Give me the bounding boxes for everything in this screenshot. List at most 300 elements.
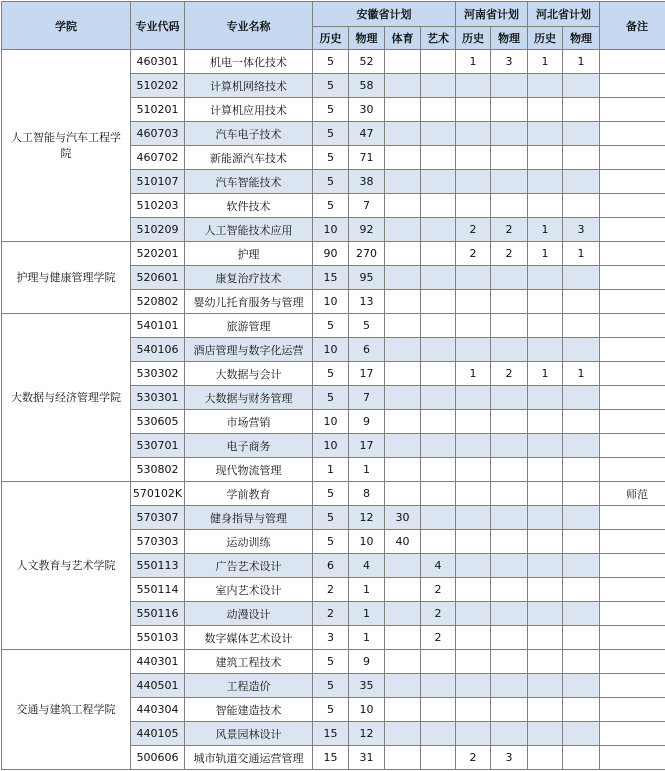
henan-physics-cell <box>491 266 528 290</box>
major-code-cell: 570307 <box>131 506 185 530</box>
henan-physics-cell <box>491 554 528 578</box>
anhui-sports-cell <box>385 122 421 146</box>
major-code-cell: 520201 <box>131 242 185 266</box>
table-row <box>2 314 665 338</box>
henan-history-cell: 1 <box>456 50 491 74</box>
anhui-art-cell <box>421 410 456 434</box>
anhui-art-cell <box>421 722 456 746</box>
hebei-physics-cell <box>563 530 600 554</box>
henan-physics-cell <box>491 98 528 122</box>
anhui-art-cell <box>421 98 456 122</box>
anhui-sports-cell <box>385 698 421 722</box>
henan-physics-cell <box>491 170 528 194</box>
anhui-art-cell: 4 <box>421 554 456 578</box>
anhui-physics-cell: 47 <box>349 122 385 146</box>
anhui-art-cell <box>421 434 456 458</box>
henan-physics-cell: 2 <box>491 242 528 266</box>
hebei-history-cell <box>528 746 563 770</box>
henan-physics-cell <box>491 338 528 362</box>
major-name-cell: 软件技术 <box>185 194 313 218</box>
anhui-sports-cell <box>385 554 421 578</box>
henan-history-cell <box>456 506 491 530</box>
anhui-physics-cell: 52 <box>349 50 385 74</box>
anhui-history-cell: 5 <box>313 194 349 218</box>
hebei-physics-cell <box>563 482 600 506</box>
henan-history-cell <box>456 122 491 146</box>
enrollment-plan-table <box>1 1 665 770</box>
anhui-physics-cell: 31 <box>349 746 385 770</box>
header-anhui-plan: 安徽省计划 <box>313 2 456 27</box>
header-major-name: 专业名称 <box>185 2 313 50</box>
anhui-history-cell: 5 <box>313 362 349 386</box>
anhui-sports-cell <box>385 602 421 626</box>
anhui-art-cell <box>421 482 456 506</box>
anhui-sports-cell <box>385 266 421 290</box>
table-row <box>2 50 665 74</box>
hebei-history-cell: 1 <box>528 362 563 386</box>
anhui-sports-cell <box>385 722 421 746</box>
hebei-history-cell <box>528 722 563 746</box>
anhui-art-cell <box>421 50 456 74</box>
hebei-physics-cell: 1 <box>563 242 600 266</box>
major-code-cell: 550114 <box>131 578 185 602</box>
henan-history-cell <box>456 554 491 578</box>
anhui-art-cell <box>421 458 456 482</box>
anhui-art-cell <box>421 650 456 674</box>
anhui-history-cell: 5 <box>313 386 349 410</box>
henan-physics-cell <box>491 506 528 530</box>
remark-cell <box>600 674 665 698</box>
hebei-physics-cell <box>563 602 600 626</box>
hebei-history-cell <box>528 482 563 506</box>
anhui-sports-cell <box>385 578 421 602</box>
anhui-sports-cell <box>385 338 421 362</box>
hebei-physics-cell <box>563 314 600 338</box>
henan-physics-cell <box>491 674 528 698</box>
major-name-cell: 汽车电子技术 <box>185 122 313 146</box>
henan-history-cell <box>456 74 491 98</box>
major-code-cell: 570303 <box>131 530 185 554</box>
hebei-physics-cell: 3 <box>563 218 600 242</box>
major-code-cell: 530605 <box>131 410 185 434</box>
anhui-sports-cell <box>385 458 421 482</box>
henan-history-cell <box>456 338 491 362</box>
remark-cell <box>600 170 665 194</box>
anhui-history-cell: 5 <box>313 674 349 698</box>
remark-cell <box>600 218 665 242</box>
major-name-cell: 动漫设计 <box>185 602 313 626</box>
hebei-physics-cell <box>563 146 600 170</box>
henan-history-cell <box>456 410 491 434</box>
remark-cell <box>600 242 665 266</box>
remark-cell <box>600 530 665 554</box>
hebei-physics-cell <box>563 578 600 602</box>
major-name-cell: 婴幼儿托育服务与管理 <box>185 290 313 314</box>
remark-cell <box>600 194 665 218</box>
anhui-art-cell <box>421 674 456 698</box>
hebei-history-cell <box>528 578 563 602</box>
henan-history-cell <box>456 314 491 338</box>
table-row <box>2 650 665 674</box>
henan-physics-cell <box>491 434 528 458</box>
hebei-history-cell <box>528 194 563 218</box>
anhui-physics-cell: 95 <box>349 266 385 290</box>
anhui-sports-cell: 30 <box>385 506 421 530</box>
hebei-history-cell <box>528 602 563 626</box>
henan-physics-cell: 2 <box>491 362 528 386</box>
anhui-physics-cell: 71 <box>349 146 385 170</box>
major-code-cell: 510201 <box>131 98 185 122</box>
anhui-history-cell: 5 <box>313 314 349 338</box>
anhui-history-cell: 5 <box>313 74 349 98</box>
anhui-physics-cell: 12 <box>349 722 385 746</box>
anhui-physics-cell: 13 <box>349 290 385 314</box>
anhui-sports-cell <box>385 626 421 650</box>
henan-history-cell <box>456 626 491 650</box>
anhui-physics-cell: 7 <box>349 194 385 218</box>
major-name-cell: 计算机网络技术 <box>185 74 313 98</box>
hebei-history-cell <box>528 410 563 434</box>
hebei-history-cell: 1 <box>528 242 563 266</box>
anhui-art-cell <box>421 218 456 242</box>
hebei-history-cell <box>528 554 563 578</box>
header-anhui-physics: 物理 <box>349 27 385 50</box>
anhui-sports-cell <box>385 170 421 194</box>
major-name-cell: 健身指导与管理 <box>185 506 313 530</box>
major-name-cell: 学前教育 <box>185 482 313 506</box>
henan-physics-cell <box>491 650 528 674</box>
henan-physics-cell <box>491 578 528 602</box>
anhui-physics-cell: 12 <box>349 506 385 530</box>
major-code-cell: 530301 <box>131 386 185 410</box>
hebei-physics-cell <box>563 698 600 722</box>
anhui-physics-cell: 1 <box>349 458 385 482</box>
remark-cell <box>600 626 665 650</box>
anhui-art-cell <box>421 362 456 386</box>
major-name-cell: 酒店管理与数字化运营 <box>185 338 313 362</box>
remark-cell <box>600 578 665 602</box>
anhui-sports-cell <box>385 98 421 122</box>
anhui-history-cell: 15 <box>313 266 349 290</box>
remark-cell <box>600 650 665 674</box>
anhui-art-cell <box>421 194 456 218</box>
anhui-history-cell: 5 <box>313 650 349 674</box>
hebei-physics-cell <box>563 290 600 314</box>
anhui-physics-cell: 270 <box>349 242 385 266</box>
table-row <box>2 242 665 266</box>
hebei-history-cell <box>528 626 563 650</box>
major-name-cell: 汽车智能技术 <box>185 170 313 194</box>
hebei-history-cell <box>528 266 563 290</box>
header-major-code: 专业代码 <box>131 2 185 50</box>
college-cell: 人文教育与艺术学院 <box>2 482 131 650</box>
anhui-sports-cell <box>385 290 421 314</box>
anhui-sports-cell <box>385 386 421 410</box>
henan-physics-cell <box>491 410 528 434</box>
header-henan-plan: 河南省计划 <box>456 2 528 27</box>
anhui-physics-cell: 17 <box>349 434 385 458</box>
anhui-physics-cell: 4 <box>349 554 385 578</box>
hebei-history-cell <box>528 386 563 410</box>
remark-cell <box>600 434 665 458</box>
henan-history-cell <box>456 458 491 482</box>
remark-cell <box>600 458 665 482</box>
henan-history-cell <box>456 530 491 554</box>
anhui-art-cell <box>421 290 456 314</box>
major-name-cell: 大数据与财务管理 <box>185 386 313 410</box>
anhui-history-cell: 2 <box>313 602 349 626</box>
major-code-cell: 460703 <box>131 122 185 146</box>
hebei-history-cell <box>528 338 563 362</box>
major-name-cell: 电子商务 <box>185 434 313 458</box>
anhui-physics-cell: 9 <box>349 410 385 434</box>
henan-history-cell <box>456 194 491 218</box>
remark-cell <box>600 602 665 626</box>
anhui-history-cell: 10 <box>313 218 349 242</box>
hebei-physics-cell <box>563 554 600 578</box>
henan-physics-cell <box>491 722 528 746</box>
anhui-sports-cell <box>385 242 421 266</box>
hebei-physics-cell <box>563 458 600 482</box>
remark-cell <box>600 146 665 170</box>
anhui-physics-cell: 8 <box>349 482 385 506</box>
anhui-history-cell: 3 <box>313 626 349 650</box>
college-cell: 交通与建筑工程学院 <box>2 650 131 770</box>
hebei-history-cell <box>528 458 563 482</box>
henan-physics-cell <box>491 602 528 626</box>
anhui-sports-cell <box>385 746 421 770</box>
henan-physics-cell: 3 <box>491 50 528 74</box>
major-code-cell: 530802 <box>131 458 185 482</box>
anhui-history-cell: 10 <box>313 338 349 362</box>
hebei-physics-cell <box>563 674 600 698</box>
anhui-sports-cell <box>385 314 421 338</box>
anhui-art-cell <box>421 698 456 722</box>
henan-physics-cell <box>491 146 528 170</box>
anhui-physics-cell: 6 <box>349 338 385 362</box>
henan-history-cell <box>456 290 491 314</box>
major-code-cell: 510203 <box>131 194 185 218</box>
header-hebei-history: 历史 <box>528 27 563 50</box>
major-code-cell: 440501 <box>131 674 185 698</box>
major-code-cell: 440105 <box>131 722 185 746</box>
major-code-cell: 540106 <box>131 338 185 362</box>
hebei-history-cell <box>528 74 563 98</box>
anhui-physics-cell: 1 <box>349 626 385 650</box>
anhui-art-cell <box>421 338 456 362</box>
remark-cell <box>600 506 665 530</box>
hebei-history-cell <box>528 314 563 338</box>
remark-cell <box>600 98 665 122</box>
henan-history-cell <box>456 482 491 506</box>
anhui-sports-cell <box>385 674 421 698</box>
remark-cell <box>600 554 665 578</box>
henan-history-cell <box>456 386 491 410</box>
header-anhui-sports: 体育 <box>385 27 421 50</box>
hebei-physics-cell <box>563 506 600 530</box>
henan-history-cell <box>456 578 491 602</box>
anhui-physics-cell: 1 <box>349 602 385 626</box>
major-name-cell: 护理 <box>185 242 313 266</box>
major-code-cell: 530302 <box>131 362 185 386</box>
anhui-history-cell: 5 <box>313 146 349 170</box>
henan-physics-cell <box>491 122 528 146</box>
anhui-history-cell: 5 <box>313 122 349 146</box>
major-name-cell: 智能建造技术 <box>185 698 313 722</box>
anhui-history-cell: 10 <box>313 434 349 458</box>
major-name-cell: 现代物流管理 <box>185 458 313 482</box>
table-header <box>2 2 665 50</box>
anhui-physics-cell: 30 <box>349 98 385 122</box>
hebei-physics-cell <box>563 338 600 362</box>
major-name-cell: 计算机应用技术 <box>185 98 313 122</box>
anhui-history-cell: 5 <box>313 698 349 722</box>
major-name-cell: 旅游管理 <box>185 314 313 338</box>
header-henan-history: 历史 <box>456 27 491 50</box>
hebei-history-cell <box>528 506 563 530</box>
major-code-cell: 520802 <box>131 290 185 314</box>
henan-physics-cell <box>491 458 528 482</box>
henan-history-cell <box>456 650 491 674</box>
anhui-physics-cell: 58 <box>349 74 385 98</box>
hebei-physics-cell <box>563 746 600 770</box>
remark-cell <box>600 314 665 338</box>
hebei-history-cell <box>528 434 563 458</box>
anhui-sports-cell <box>385 650 421 674</box>
henan-history-cell <box>456 722 491 746</box>
hebei-physics-cell <box>563 266 600 290</box>
remark-cell <box>600 362 665 386</box>
anhui-physics-cell: 1 <box>349 578 385 602</box>
hebei-physics-cell <box>563 410 600 434</box>
anhui-sports-cell <box>385 218 421 242</box>
remark-cell <box>600 290 665 314</box>
major-code-cell: 530701 <box>131 434 185 458</box>
anhui-physics-cell: 7 <box>349 386 385 410</box>
header-college: 学院 <box>2 2 131 50</box>
anhui-physics-cell: 17 <box>349 362 385 386</box>
anhui-history-cell: 90 <box>313 242 349 266</box>
hebei-history-cell <box>528 170 563 194</box>
header-hebei-plan: 河北省计划 <box>528 2 600 27</box>
anhui-art-cell <box>421 266 456 290</box>
major-code-cell: 440301 <box>131 650 185 674</box>
anhui-sports-cell <box>385 50 421 74</box>
henan-history-cell <box>456 98 491 122</box>
henan-history-cell: 2 <box>456 218 491 242</box>
major-name-cell: 人工智能技术应用 <box>185 218 313 242</box>
anhui-sports-cell <box>385 434 421 458</box>
henan-physics-cell <box>491 194 528 218</box>
anhui-art-cell <box>421 242 456 266</box>
henan-physics-cell <box>491 626 528 650</box>
henan-physics-cell: 2 <box>491 218 528 242</box>
major-name-cell: 新能源汽车技术 <box>185 146 313 170</box>
remark-cell <box>600 338 665 362</box>
anhui-physics-cell: 38 <box>349 170 385 194</box>
hebei-physics-cell <box>563 170 600 194</box>
hebei-history-cell: 1 <box>528 50 563 74</box>
header-remark: 备注 <box>600 2 665 50</box>
major-name-cell: 广告艺术设计 <box>185 554 313 578</box>
anhui-art-cell <box>421 386 456 410</box>
anhui-physics-cell: 10 <box>349 530 385 554</box>
henan-history-cell <box>456 434 491 458</box>
major-name-cell: 数字媒体艺术设计 <box>185 626 313 650</box>
anhui-sports-cell <box>385 482 421 506</box>
header-anhui-art: 艺术 <box>421 27 456 50</box>
major-name-cell: 风景园林设计 <box>185 722 313 746</box>
hebei-physics-cell <box>563 122 600 146</box>
major-name-cell: 室内艺术设计 <box>185 578 313 602</box>
college-cell: 大数据与经济管理学院 <box>2 314 131 482</box>
hebei-physics-cell <box>563 74 600 98</box>
remark-cell: 师范 <box>600 482 665 506</box>
major-code-cell: 510202 <box>131 74 185 98</box>
table-body <box>2 50 665 770</box>
henan-history-cell: 2 <box>456 242 491 266</box>
henan-physics-cell: 3 <box>491 746 528 770</box>
anhui-physics-cell: 5 <box>349 314 385 338</box>
henan-history-cell <box>456 170 491 194</box>
remark-cell <box>600 410 665 434</box>
anhui-sports-cell <box>385 410 421 434</box>
henan-history-cell <box>456 674 491 698</box>
hebei-history-cell <box>528 122 563 146</box>
anhui-physics-cell: 92 <box>349 218 385 242</box>
header-anhui-history: 历史 <box>313 27 349 50</box>
remark-cell <box>600 722 665 746</box>
anhui-history-cell: 5 <box>313 482 349 506</box>
major-name-cell: 康复治疗技术 <box>185 266 313 290</box>
anhui-art-cell <box>421 746 456 770</box>
henan-history-cell <box>456 602 491 626</box>
anhui-history-cell: 2 <box>313 578 349 602</box>
henan-physics-cell <box>491 530 528 554</box>
major-code-cell: 460301 <box>131 50 185 74</box>
major-code-cell: 510209 <box>131 218 185 242</box>
hebei-history-cell <box>528 650 563 674</box>
remark-cell <box>600 698 665 722</box>
anhui-history-cell: 5 <box>313 98 349 122</box>
hebei-physics-cell <box>563 434 600 458</box>
table-row <box>2 482 665 506</box>
henan-physics-cell <box>491 74 528 98</box>
major-code-cell: 550103 <box>131 626 185 650</box>
hebei-physics-cell <box>563 98 600 122</box>
anhui-art-cell <box>421 314 456 338</box>
remark-cell <box>600 746 665 770</box>
anhui-art-cell <box>421 170 456 194</box>
anhui-art-cell <box>421 122 456 146</box>
hebei-physics-cell <box>563 626 600 650</box>
henan-physics-cell <box>491 386 528 410</box>
anhui-sports-cell <box>385 362 421 386</box>
anhui-physics-cell: 35 <box>349 674 385 698</box>
anhui-history-cell: 10 <box>313 290 349 314</box>
remark-cell <box>600 50 665 74</box>
anhui-history-cell: 10 <box>313 410 349 434</box>
hebei-history-cell <box>528 674 563 698</box>
henan-history-cell <box>456 698 491 722</box>
major-code-cell: 540101 <box>131 314 185 338</box>
major-code-cell: 440304 <box>131 698 185 722</box>
anhui-art-cell <box>421 530 456 554</box>
major-code-cell: 550113 <box>131 554 185 578</box>
hebei-history-cell <box>528 98 563 122</box>
hebei-physics-cell: 1 <box>563 362 600 386</box>
hebei-physics-cell: 1 <box>563 50 600 74</box>
